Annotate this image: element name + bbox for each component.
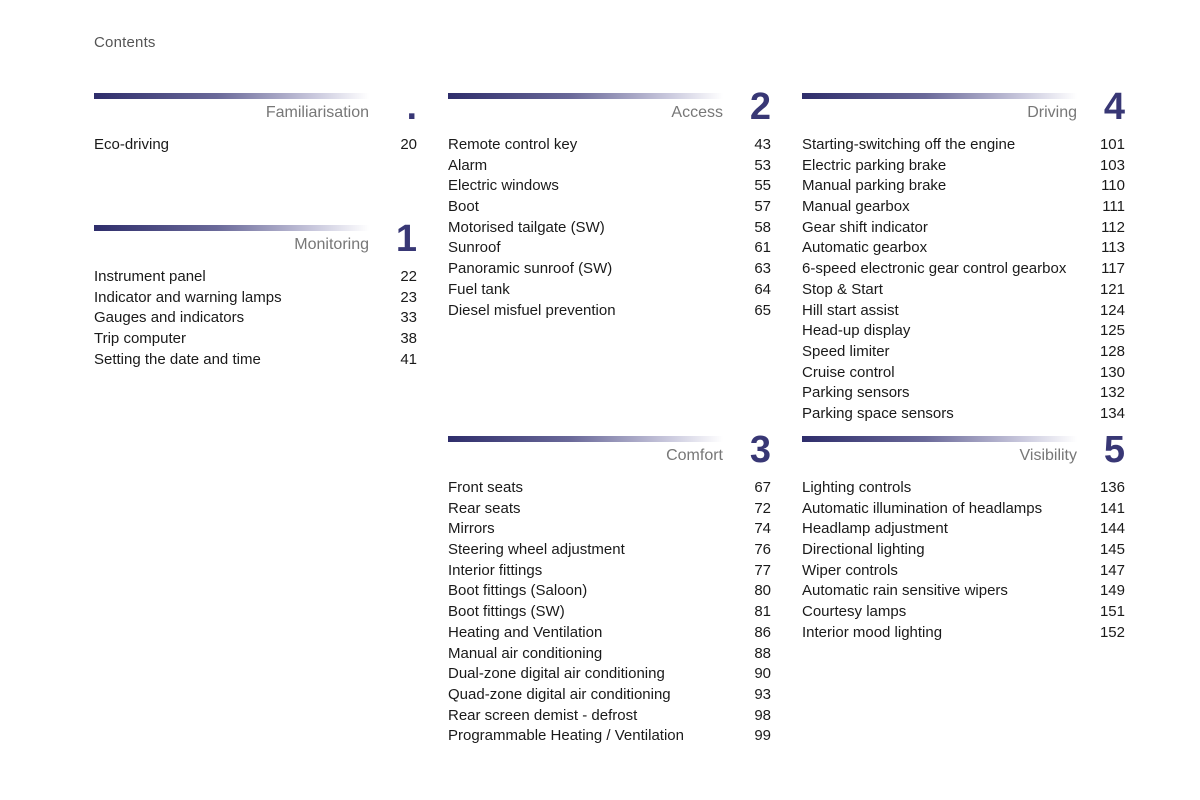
toc-entry[interactable] bbox=[802, 321, 1125, 342]
toc-entry-label: Boot bbox=[448, 198, 479, 216]
toc-entry[interactable] bbox=[94, 350, 417, 371]
toc-entry-label: Instrument panel bbox=[94, 268, 206, 285]
section-header-bar bbox=[448, 93, 723, 99]
toc-entry[interactable] bbox=[448, 664, 771, 685]
toc-list bbox=[94, 267, 417, 370]
toc-entry[interactable] bbox=[448, 561, 771, 582]
toc-entry[interactable] bbox=[448, 581, 771, 602]
toc-entry[interactable] bbox=[448, 478, 771, 499]
toc-entry[interactable] bbox=[448, 623, 771, 644]
section-number: 3 bbox=[749, 429, 771, 471]
toc-entry[interactable] bbox=[802, 301, 1125, 322]
toc-entry[interactable] bbox=[448, 540, 771, 561]
toc-entry-label: Programmable Heating / Ventilation bbox=[448, 727, 684, 745]
toc-entry-label: Boot fittings (SW) bbox=[448, 603, 565, 621]
toc-entry-page-number: 141 bbox=[1099, 499, 1125, 517]
toc-entry[interactable] bbox=[802, 602, 1125, 623]
toc-entry-page-number: 63 bbox=[754, 260, 771, 278]
toc-entry-label: Hill start assist bbox=[802, 301, 899, 319]
toc-entry-label: Automatic rain sensitive wipers bbox=[802, 582, 1008, 600]
section-visibility bbox=[802, 429, 1125, 656]
toc-entry-label: Mirrors bbox=[448, 520, 495, 538]
toc-entry[interactable] bbox=[448, 685, 771, 706]
section-familiarisation bbox=[94, 86, 417, 153]
toc-entry-page-number: 81 bbox=[754, 603, 771, 621]
toc-entry-page-number: 72 bbox=[754, 499, 771, 517]
toc-entry-page-number: 67 bbox=[754, 479, 771, 496]
toc-entry-label: Headlamp adjustment bbox=[802, 520, 948, 538]
toc-entry-page-number: 55 bbox=[754, 177, 771, 195]
toc-entry-page-number: 57 bbox=[754, 198, 771, 216]
toc-entry-page-number: 152 bbox=[1099, 623, 1125, 641]
toc-entry-page-number: 125 bbox=[1099, 322, 1125, 340]
section-header-bar bbox=[94, 93, 369, 99]
toc-entry-page-number: 58 bbox=[754, 218, 771, 236]
toc-entry[interactable] bbox=[802, 197, 1125, 218]
toc-entry-page-number: 147 bbox=[1099, 561, 1125, 579]
toc-entry[interactable] bbox=[448, 259, 771, 280]
section-header-bar bbox=[802, 436, 1077, 442]
toc-entry[interactable] bbox=[802, 238, 1125, 259]
toc-entry-page-number: 132 bbox=[1099, 384, 1125, 402]
toc-entry-page-number: 41 bbox=[400, 350, 417, 368]
toc-entry-page-number: 117 bbox=[1101, 260, 1125, 278]
toc-entry-page-number: 134 bbox=[1099, 404, 1125, 422]
toc-entry-label: Sunroof bbox=[448, 239, 501, 257]
toc-entry-label: Gauges and indicators bbox=[94, 309, 245, 327]
toc-entry-label: Fuel tank bbox=[448, 280, 510, 298]
toc-entry-page-number: 53 bbox=[754, 156, 771, 174]
toc-entry-label: Automatic gearbox bbox=[802, 239, 928, 257]
toc-entry-label: Alarm bbox=[448, 156, 488, 174]
toc-entry[interactable] bbox=[448, 197, 771, 218]
toc-entry[interactable] bbox=[94, 135, 417, 156]
toc-entry-label: Stop & Start bbox=[802, 280, 883, 298]
toc-entry-label: Rear seats bbox=[448, 499, 521, 517]
toc-entry-page-number: 80 bbox=[754, 582, 771, 600]
toc-list bbox=[802, 478, 1125, 644]
toc-entry[interactable] bbox=[802, 478, 1125, 499]
toc-entry-page-number: 151 bbox=[1099, 603, 1125, 621]
section-number: 2 bbox=[749, 86, 771, 128]
toc-entry[interactable] bbox=[802, 519, 1125, 540]
toc-entry-page-number: 88 bbox=[754, 644, 771, 662]
toc-entry[interactable] bbox=[448, 238, 771, 259]
section-header-bar bbox=[94, 225, 369, 231]
section-monitoring bbox=[94, 218, 417, 375]
toc-entry-page-number: 101 bbox=[1099, 136, 1125, 153]
toc-entry-page-number: 65 bbox=[754, 301, 771, 319]
section-title: Comfort bbox=[666, 447, 723, 464]
toc-entry-page-number: 76 bbox=[754, 541, 771, 559]
toc-entry-page-number: 113 bbox=[1101, 239, 1125, 257]
toc-entry-page-number: 130 bbox=[1099, 363, 1125, 381]
section-number: 1 bbox=[395, 218, 417, 260]
toc-entry-label: Wiper controls bbox=[802, 561, 898, 579]
toc-entry-label: Manual air conditioning bbox=[448, 644, 603, 662]
toc-entry[interactable] bbox=[802, 156, 1125, 177]
toc-entry-page-number: 149 bbox=[1099, 582, 1125, 600]
toc-entry[interactable] bbox=[802, 342, 1125, 363]
toc-entry-label: Manual parking brake bbox=[802, 177, 947, 195]
toc-entry-label: Heating and Ventilation bbox=[448, 623, 603, 641]
toc-entry-label: Speed limiter bbox=[802, 342, 890, 360]
toc-entry-label: Interior fittings bbox=[448, 561, 543, 579]
toc-entry-label: Dual-zone digital air conditioning bbox=[448, 665, 665, 683]
toc-entry[interactable] bbox=[802, 581, 1125, 602]
section-number: . bbox=[406, 86, 417, 128]
toc-entry[interactable] bbox=[448, 726, 771, 747]
toc-entry-page-number: 86 bbox=[754, 623, 771, 641]
toc-entry-page-number: 110 bbox=[1101, 177, 1125, 195]
toc-entry-label: Gear shift indicator bbox=[802, 218, 928, 236]
toc-entry[interactable] bbox=[448, 706, 771, 727]
toc-entry-label: Interior mood lighting bbox=[802, 623, 943, 641]
toc-entry[interactable] bbox=[448, 135, 771, 156]
toc-list bbox=[802, 135, 1125, 425]
toc-entry[interactable] bbox=[94, 288, 417, 309]
toc-entry-page-number: 145 bbox=[1099, 541, 1125, 559]
section-title: Visibility bbox=[1019, 447, 1077, 464]
toc-entry-label: Boot fittings (Saloon) bbox=[448, 582, 588, 600]
toc-entry-page-number: 111 bbox=[1102, 198, 1125, 216]
section-title: Access bbox=[671, 104, 723, 121]
page-title: Contents bbox=[94, 34, 156, 51]
section-title: Driving bbox=[1027, 104, 1077, 121]
toc-list bbox=[448, 135, 771, 321]
toc-entry[interactable] bbox=[448, 156, 771, 177]
toc-entry-page-number: 98 bbox=[754, 706, 771, 724]
toc-entry-label: Eco-driving bbox=[94, 136, 170, 153]
toc-entry-page-number: 43 bbox=[754, 136, 771, 153]
toc-entry-label: Parking space sensors bbox=[802, 404, 954, 422]
toc-entry[interactable] bbox=[802, 499, 1125, 520]
toc-entry[interactable] bbox=[802, 259, 1125, 280]
toc-entry-label: Rear screen demist - defrost bbox=[448, 706, 638, 724]
toc-entry-label: Automatic illumination of headlamps bbox=[802, 499, 1043, 517]
toc-entry[interactable] bbox=[448, 602, 771, 623]
toc-entry[interactable] bbox=[802, 383, 1125, 404]
toc-entry-page-number: 93 bbox=[754, 685, 771, 703]
toc-entry-label: Head-up display bbox=[802, 322, 911, 340]
toc-entry-page-number: 20 bbox=[400, 136, 417, 153]
toc-entry-page-number: 23 bbox=[400, 288, 417, 306]
section-driving bbox=[802, 86, 1125, 433]
toc-entry-label: Quad-zone digital air conditioning bbox=[448, 685, 671, 703]
toc-entry-page-number: 61 bbox=[754, 239, 771, 257]
toc-entry[interactable] bbox=[448, 280, 771, 301]
toc-entry-page-number: 33 bbox=[400, 309, 417, 327]
toc-entry-label: Panoramic sunroof (SW) bbox=[448, 260, 613, 278]
toc-entry[interactable] bbox=[448, 301, 771, 322]
toc-list bbox=[448, 478, 771, 747]
section-header-bar bbox=[802, 93, 1077, 99]
toc-entry-label: Parking sensors bbox=[802, 384, 910, 402]
section-number: 4 bbox=[1103, 86, 1125, 128]
toc-entry[interactable] bbox=[448, 499, 771, 520]
toc-entry[interactable] bbox=[802, 623, 1125, 644]
toc-entry[interactable] bbox=[448, 176, 771, 197]
toc-entry-label: Directional lighting bbox=[802, 541, 925, 559]
toc-entry-page-number: 22 bbox=[400, 268, 417, 285]
toc-entry-label: Steering wheel adjustment bbox=[448, 541, 625, 559]
toc-entry-page-number: 144 bbox=[1099, 520, 1125, 538]
toc-entry-page-number: 38 bbox=[400, 330, 417, 348]
toc-entry-label: Diesel misfuel prevention bbox=[448, 301, 616, 319]
toc-entry-page-number: 136 bbox=[1099, 479, 1125, 496]
toc-entry-label: Courtesy lamps bbox=[802, 603, 907, 621]
toc-list bbox=[94, 135, 417, 156]
toc-entry[interactable] bbox=[802, 218, 1125, 239]
toc-entry-label: Cruise control bbox=[802, 363, 895, 381]
toc-entry[interactable] bbox=[802, 540, 1125, 561]
section-comfort bbox=[448, 429, 771, 756]
toc-entry[interactable] bbox=[802, 135, 1125, 156]
toc-entry-label: 6-speed electronic gear control gearbox bbox=[802, 260, 1067, 278]
toc-entry-page-number: 124 bbox=[1099, 301, 1125, 319]
toc-entry-page-number: 121 bbox=[1099, 280, 1125, 298]
toc-entry[interactable] bbox=[802, 176, 1125, 197]
toc-entry[interactable] bbox=[94, 308, 417, 329]
toc-entry[interactable] bbox=[448, 519, 771, 540]
toc-entry-page-number: 90 bbox=[754, 665, 771, 683]
toc-entry[interactable] bbox=[802, 280, 1125, 301]
toc-entry-label: Setting the date and time bbox=[94, 350, 261, 368]
toc-entry[interactable] bbox=[94, 267, 417, 288]
toc-entry-label: Lighting controls bbox=[802, 479, 912, 496]
toc-entry[interactable] bbox=[94, 329, 417, 350]
toc-entry-page-number: 74 bbox=[754, 520, 771, 538]
toc-entry-label: Indicator and warning lamps bbox=[94, 288, 282, 306]
section-title: Monitoring bbox=[294, 236, 369, 253]
toc-entry-page-number: 128 bbox=[1099, 342, 1125, 360]
toc-entry-label: Electric windows bbox=[448, 177, 559, 195]
toc-entry-label: Front seats bbox=[448, 479, 524, 496]
toc-entry-label: Remote control key bbox=[448, 136, 578, 153]
toc-entry[interactable] bbox=[448, 644, 771, 665]
toc-entry-label: Motorised tailgate (SW) bbox=[448, 218, 605, 236]
toc-entry-page-number: 77 bbox=[754, 561, 771, 579]
toc-entry-label: Electric parking brake bbox=[802, 156, 947, 174]
toc-entry[interactable] bbox=[802, 404, 1125, 425]
toc-entry-page-number: 103 bbox=[1099, 156, 1125, 174]
toc-entry-page-number: 112 bbox=[1101, 218, 1125, 236]
toc-entry-page-number: 99 bbox=[754, 727, 771, 745]
toc-entry[interactable] bbox=[448, 218, 771, 239]
toc-entry-label: Manual gearbox bbox=[802, 198, 910, 216]
section-access bbox=[448, 86, 771, 333]
section-number: 5 bbox=[1103, 429, 1125, 471]
section-title: Familiarisation bbox=[265, 104, 369, 121]
toc-entry-label: Trip computer bbox=[94, 330, 186, 348]
toc-entry[interactable] bbox=[802, 561, 1125, 582]
toc-entry-page-number: 64 bbox=[754, 280, 771, 298]
toc-entry-label: Starting-switching off the engine bbox=[802, 136, 1016, 153]
section-header-bar bbox=[448, 436, 723, 442]
toc-entry[interactable] bbox=[802, 363, 1125, 384]
